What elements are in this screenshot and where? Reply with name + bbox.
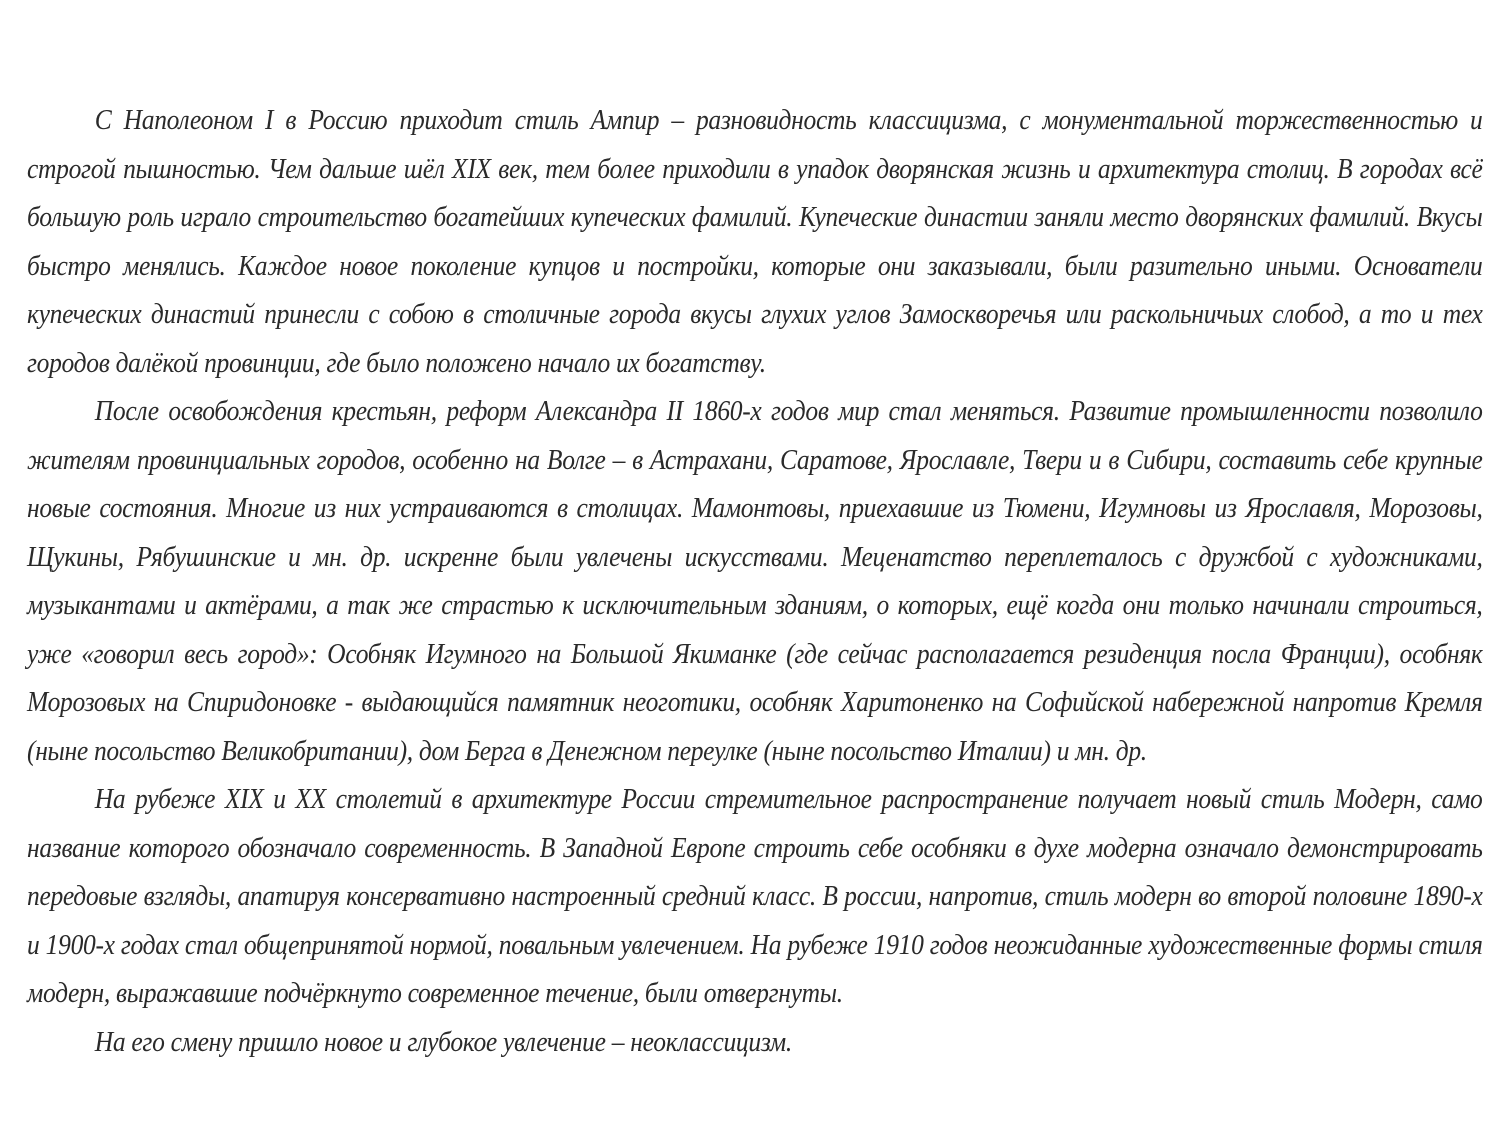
paragraph-merchant-patrons: После освобождения крестьян, реформ Александра II 1860-х годов мир стал меняться. Развитие промышленности позволило жителям провинциальных городов, особенно на Волге – в Астрахани, Саратове, Ярославле, Твери и в Сибири, составить себе крупные новые состояния. Многие из них устраиваются в столицах. Мамонтовы, приехавшие из Тюмени, Игумновы из Ярославля, Морозовы, Щукины, Рябушинские и мн. др. искренне были увлечены искусствами. Меценатство переплеталось с дружбой с художниками, музыкантами и актёрами, а так же страстью к исключительным зданиям, о которых, ещё когда они только начинали строиться, уже «говорил весь город»: Особняк Игумного на Большой Якиманке (где сейчас располагается резиденция посла Франции), особняк Морозовых на Спиридоновке - выдающийся памятник неоготики, особняк Харитоненко на Софийской набережной напротив Кремля (ныне посольство Великобритании), дом Берга в Денежном переулке (ныне посольство Италии) и мн. др.: [27, 395, 1483, 767]
paragraph-empire-style: С Наполеоном I в Россию приходит стиль Ампир – разновидность классицизма, с монументальной торжественностью и строгой пышностью. Чем дальше шёл XIX век, тем более приходили в упадок дворянская жизнь и архитектура столиц. В городах всё большую роль играло строительство богатейших купеческих фамилий. Купеческие династии заняли место дворянских фамилий. Вкусы быстро менялись. Каждое новое поколение купцов и постройки, которые они заказывали, были разительно иными. Основатели купеческих династий принесли с собою в столичные города вкусы глухих углов Замоскворечья или раскольничьих слобод, а то и тех городов далёкой провинции, где было положено начало их богатству.: [27, 104, 1483, 379]
document-body: [27, 96, 1483, 1066]
paragraph-modern-style: На рубеже XIX и XX столетий в архитектуре России стремительное распространение получает новый стиль Модерн, само название которого обозначало современность. В Западной Европе строить себе особняки в духе модерна означало демонстрировать передовые взгляды, апатируя консервативно настроенный средний класс. В россии, напротив, стиль модерн во второй половине 1890-х и 1900-х годах стал общепринятой нормой, повальным увлечением. На рубеже 1910 годов неожиданные художественные формы стиля модерн, выражавшие подчёркнуто современное течение, были отвергнуты.: [27, 783, 1483, 1009]
paragraph-neoclassicism: На его смену пришло новое и глубокое увлечение – неоклассицизм.: [94, 1025, 792, 1058]
